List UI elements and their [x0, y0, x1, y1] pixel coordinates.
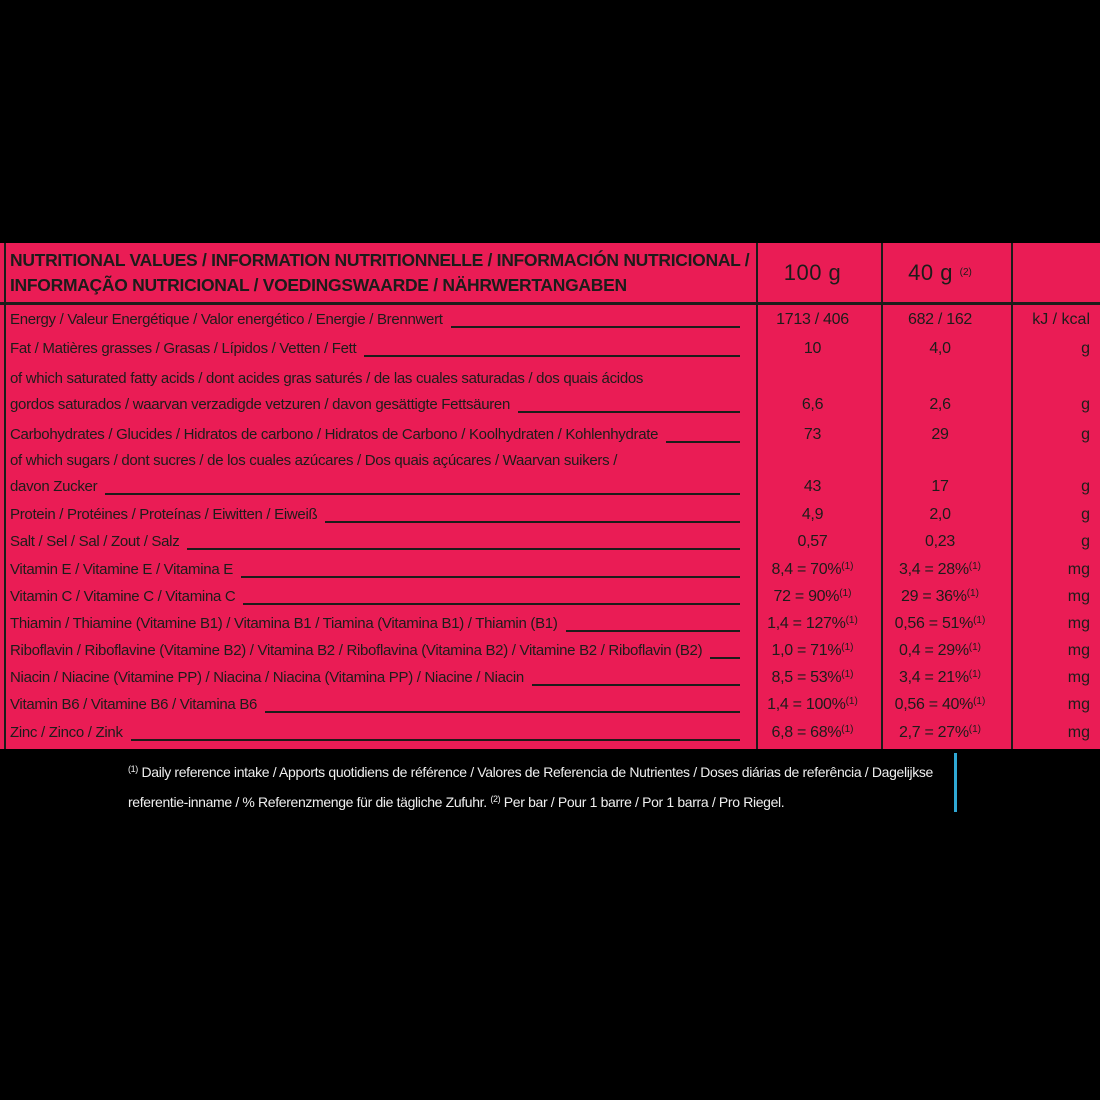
- row-label: [6, 720, 750, 746]
- value-100g: 4,9: [801, 506, 824, 523]
- unit-cell: mg: [1067, 615, 1090, 632]
- value-100g: 72 = 90%$^{(1)}$: [773, 588, 852, 605]
- leader-line: [566, 630, 740, 632]
- unit-cell: mg: [1067, 642, 1090, 659]
- value-100g: 1,4 = 127%$^{(1)}$: [767, 615, 858, 632]
- footnote-1-marker: (1): [128, 764, 138, 774]
- value-40g: 0,4 = 29%$^{(1)}$: [898, 642, 982, 659]
- leader-line: [325, 521, 740, 523]
- row-label-line1: of which saturated fatty acids / dont acides gras saturés / de las cuales saturadas / dos quais ácidos: [10, 370, 644, 387]
- table-row-riboflavin: [6, 637, 1100, 664]
- row-label-text: Niacin / Niacine (Vitamine PP) / Niacina / Niacina (Vitamina PP) / Niacine / Niacin: [10, 669, 524, 686]
- table-row-sugars: [6, 448, 1100, 500]
- unit-cell: g: [1081, 506, 1090, 523]
- unit-cell: g: [1081, 478, 1090, 495]
- row-label: [6, 584, 750, 610]
- unit-cell: mg: [1067, 669, 1090, 686]
- column-header-40g: 40 g $^{(2)}$: [908, 259, 972, 285]
- row-label-line2: davon Zucker: [10, 478, 98, 495]
- unit-cell: mg: [1067, 561, 1090, 578]
- row-label-line2: gordos saturados / waarvan verzadigde vetzuren / davon gesättigte Fettsäuren: [10, 396, 511, 413]
- footnote-1-marker: (1): [968, 561, 982, 572]
- value-40g: 0,56 = 51%$^{(1)}$: [894, 615, 986, 632]
- row-label: [6, 422, 750, 448]
- row-label-line1: of which sugars / dont sucres / de los cuales azúcares / Dos quais açúcares / Waarvan suikers /: [10, 452, 618, 469]
- table-row-vitamin-e: [6, 555, 1100, 583]
- leader-line: [532, 684, 740, 686]
- cyan-print-registration-mark: [954, 753, 957, 812]
- row-label: [6, 692, 750, 718]
- footnote-1-marker: (1): [841, 642, 854, 653]
- table-row-zinc: [6, 718, 1100, 746]
- leader-line: [451, 326, 740, 328]
- footnote-2-marker: (2): [490, 794, 501, 804]
- footnote-1-marker: (1): [973, 696, 986, 707]
- unit-cell: g: [1081, 426, 1090, 443]
- leader-line: [364, 355, 740, 357]
- value-40g: 2,7 = 27%$^{(1)}$: [898, 724, 982, 741]
- value-40g: 29 = 36%$^{(1)}$: [901, 588, 979, 605]
- unit-cell: mg: [1067, 588, 1090, 605]
- footnote-1-marker: (1): [973, 615, 986, 626]
- value-100g: 1,0 = 71%$^{(1)}$: [771, 642, 854, 659]
- table-content: [6, 243, 1100, 746]
- row-label: [6, 638, 750, 664]
- table-row-vitamin-c: [6, 583, 1100, 610]
- leader-line: [105, 493, 740, 495]
- footnote-2-marker: (2): [959, 266, 972, 278]
- value-40g: 29: [931, 426, 949, 443]
- value-100g: 6,8 = 68%$^{(1)}$: [771, 724, 854, 741]
- table-row-thiamin: [6, 610, 1100, 637]
- table-row-energy: [6, 305, 1100, 333]
- value-100g: 0,57: [797, 533, 828, 550]
- row-label: [6, 611, 750, 637]
- value-100g: 73: [803, 426, 822, 443]
- value-40g: 4,0: [929, 340, 951, 357]
- footnote-line2: referentie-inname / % Referenzmenge für die tägliche Zufuhr. $^{(2)}$ Per bar / Pour 1 barre / Por 1 barra / Pro Riegel.: [128, 794, 785, 810]
- leader-line: [241, 576, 740, 578]
- table-title: [6, 248, 750, 298]
- row-label: [6, 665, 750, 691]
- leader-line: [265, 711, 740, 713]
- footnote-1-marker: (1): [966, 588, 979, 599]
- row-label: [6, 336, 750, 362]
- row-label: [6, 307, 750, 333]
- value-100g: 1,4 = 100%$^{(1)}$: [767, 696, 858, 713]
- table-row-salt: [6, 528, 1100, 555]
- value-40g: 682 / 162: [907, 311, 973, 328]
- leader-line: [518, 411, 740, 413]
- footnote-1-marker: (1): [839, 588, 852, 599]
- row-label-text: Energy / Valeur Energétique / Valor energético / Energie / Brennwert: [10, 311, 443, 328]
- row-label: [6, 448, 750, 500]
- leader-line: [131, 739, 740, 741]
- value-40g: 2,0: [929, 506, 951, 523]
- leader-line: [243, 603, 740, 605]
- row-label: [6, 366, 750, 418]
- table-header-row: [6, 243, 1100, 302]
- value-100g: 8,5 = 53%$^{(1)}$: [771, 669, 854, 686]
- value-100g: 1713 / 406: [776, 311, 849, 328]
- unit-cell: g: [1081, 533, 1090, 550]
- table-title-line2: INFORMAÇÃO NUTRICIONAL / VOEDINGSWAARDE / NÄHRWERTANGABEN: [10, 274, 627, 295]
- row-label: [6, 557, 750, 583]
- table-title-line1: NUTRITIONAL VALUES / INFORMATION NUTRITIONNELLE / INFORMACIÓN NUTRICIONAL /: [10, 249, 750, 270]
- table-row-saturated-fat: [6, 362, 1100, 418]
- value-100g: 6,6: [801, 396, 824, 413]
- row-label-text: Zinc / Zinco / Zink: [10, 724, 123, 741]
- row-label-text: Vitamin E / Vitamine E / Vitamina E: [10, 561, 233, 578]
- row-label-text: Carbohydrates / Glucides / Hidratos de carbono / Hidratos de Carbono / Koolhydraten / Kohlenhydrate: [10, 426, 659, 443]
- row-label-text: Protein / Protéines / Proteínas / Eiwitten / Eiweiß: [10, 506, 318, 523]
- value-40g: 3,4 = 21%$^{(1)}$: [898, 669, 982, 686]
- reference-intake-footnote: [128, 756, 933, 816]
- table-row-niacin: [6, 664, 1100, 691]
- leader-line: [666, 441, 740, 443]
- value-40g: 3,4 = 28%$^{(1)}$: [898, 561, 982, 578]
- footnote-1-marker: (1): [841, 561, 854, 572]
- value-40g: 17: [931, 478, 949, 495]
- nutrition-table-panel: [0, 243, 1100, 749]
- table-row-vitamin-b6: [6, 691, 1100, 718]
- row-label: [6, 529, 750, 555]
- table-row-fat: [6, 333, 1100, 362]
- row-label-text: Vitamin C / Vitamine C / Vitamina C: [10, 588, 236, 605]
- value-100g: 8,4 = 70%$^{(1)}$: [771, 561, 854, 578]
- footnote-1-marker: (1): [968, 724, 982, 735]
- leader-line: [187, 548, 740, 550]
- row-label-text: Fat / Matières grasses / Grasas / Lípidos / Vetten / Fett: [10, 340, 357, 357]
- footnote-1-marker: (1): [968, 642, 982, 653]
- footnote-1-marker: (1): [968, 669, 982, 680]
- value-100g: 43: [803, 478, 822, 495]
- row-label-text: Salt / Sel / Sal / Zout / Salz: [10, 533, 180, 550]
- row-label: [6, 502, 750, 528]
- value-40g: 2,6: [929, 396, 951, 413]
- table-row-protein: [6, 500, 1100, 528]
- footnote-1-marker: (1): [845, 615, 858, 626]
- unit-cell: g: [1081, 340, 1090, 357]
- unit-cell: mg: [1067, 696, 1090, 713]
- footnote-1-marker: (1): [841, 724, 854, 735]
- footnote-1-marker: (1): [841, 669, 854, 680]
- unit-cell: kJ / kcal: [1032, 311, 1090, 328]
- footnote-line1: $^{(1)}$ Daily reference intake / Apports quotidiens de référence / Valores de Referencia de Nutrientes / Doses diárias de referência / Dagelijkse: [128, 764, 933, 780]
- table-row-carbohydrates: [6, 418, 1100, 448]
- leader-line: [710, 657, 740, 659]
- column-header-100g: 100 g: [783, 259, 842, 285]
- row-label-text: Thiamin / Thiamine (Vitamine B1) / Vitamina B1 / Tiamina (Vitamina B1) / Thiamin (B1): [10, 615, 558, 632]
- footnote-1-marker: (1): [845, 696, 858, 707]
- value-40g: 0,23: [925, 533, 955, 550]
- row-label-text: Riboflavin / Riboflavine (Vitamine B2) / Vitamina B2 / Riboflavina (Vitamina B2) / Vitamine B2 / Riboflavin (B2): [10, 642, 703, 659]
- value-40g: 0,56 = 40%$^{(1)}$: [894, 696, 986, 713]
- value-100g: 10: [803, 340, 822, 357]
- unit-cell: g: [1081, 396, 1090, 413]
- unit-cell: mg: [1067, 724, 1090, 741]
- row-label-text: Vitamin B6 / Vitamine B6 / Vitamina B6: [10, 696, 258, 713]
